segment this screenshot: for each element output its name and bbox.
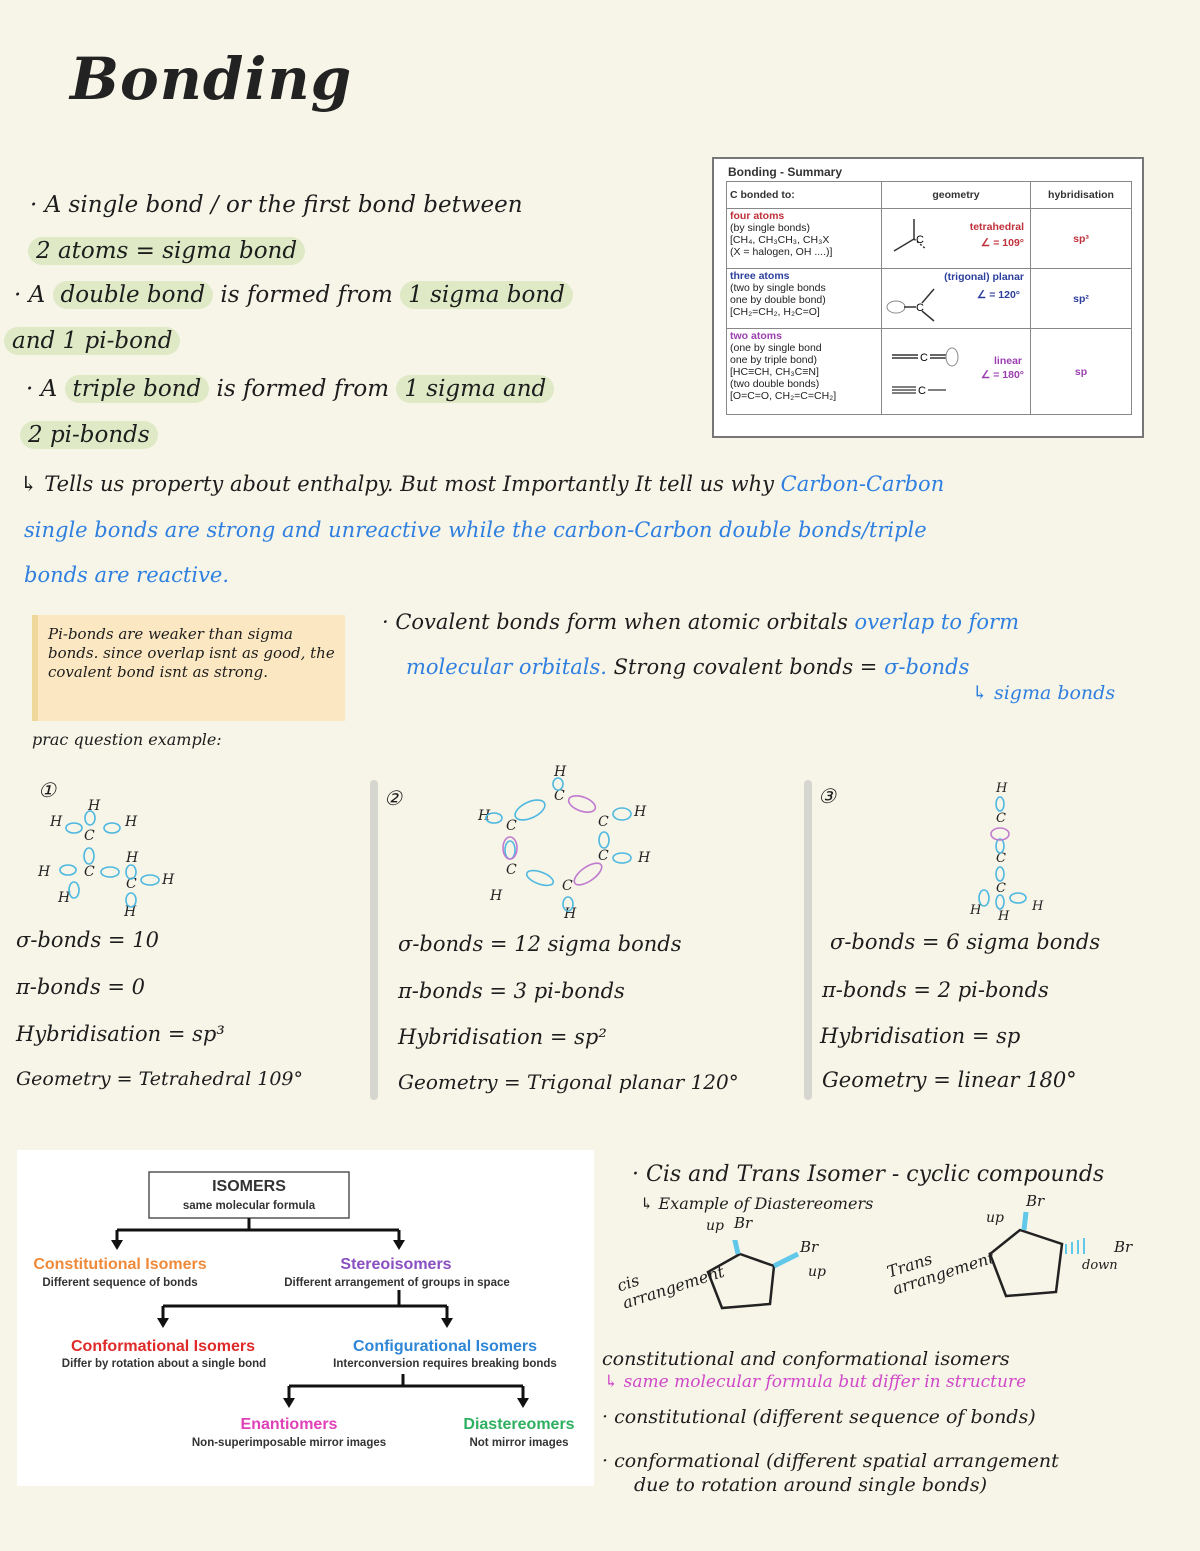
tetrahedral-diagram (886, 215, 946, 265)
svg-text:H: H (564, 906, 577, 922)
row-angle: ∠ = 120° (976, 289, 1020, 301)
ex2-pi: π-bonds = 3 pi-bonds (398, 979, 625, 1003)
stereo-label: Stereoisomers (340, 1256, 452, 1273)
trans-br-2: Br (1114, 1238, 1133, 1256)
svg-text:H: H (125, 814, 138, 830)
svg-text:H: H (58, 890, 71, 906)
linear-diagram (884, 331, 968, 411)
summary-header-bonded: C bonded to: (727, 182, 882, 209)
column-divider (370, 780, 378, 1100)
note-triple-bond: triple bond (65, 375, 210, 403)
isomers-root-sub: same molecular formula (182, 1200, 316, 1212)
summary-cell (727, 329, 882, 415)
cistrans-heading: · Cis and Trans Isomer - cyclic compounds (632, 1162, 1105, 1187)
svg-text:C: C (126, 876, 137, 892)
example-number: ① (38, 778, 56, 802)
note-two-pi: 2 pi-bonds (20, 421, 158, 449)
summary-cell (882, 269, 1031, 329)
bonding-summary-table (712, 157, 1144, 438)
svg-text:C: C (996, 851, 1006, 866)
svg-text:C: C (916, 302, 924, 314)
svg-text:C: C (562, 878, 573, 894)
summary-row (727, 269, 1132, 329)
trans-down-label: down (1082, 1258, 1118, 1273)
ex1-sigma: σ-bonds = 10 (16, 928, 159, 952)
conformational-label: Conformational Isomers (70, 1338, 256, 1355)
svg-text:H: H (554, 764, 567, 780)
cis-up-label-2: up (808, 1264, 826, 1280)
row-angle: ∠ = 109° (980, 237, 1024, 249)
svg-text:H: H (126, 850, 139, 866)
svg-text:H: H (38, 864, 51, 880)
row-desc: (two by single bonds (730, 282, 826, 294)
svg-text:C: C (598, 848, 609, 864)
covalent-line-2 (406, 655, 969, 679)
summary-grid (726, 181, 1132, 415)
trigonal-diagram (884, 275, 944, 325)
covalent-blue: molecular orbitals. (406, 655, 607, 679)
note-sigma-and: 1 sigma and (396, 375, 554, 403)
summary-cell (882, 209, 1031, 269)
note-text: is formed from (213, 282, 401, 308)
row-desc: [HC≡CH, CH₃C≡N] (730, 366, 819, 378)
summary-cell (727, 269, 882, 329)
note-one-sigma: 1 sigma bond (400, 281, 573, 309)
bottom-line-5: due to rotation around single bonds) (634, 1474, 987, 1496)
conformational-sub: Differ by rotation about a single bond (61, 1358, 267, 1370)
page-title: Bonding (70, 45, 353, 113)
svg-text:H: H (490, 888, 503, 904)
svg-text:H: H (162, 872, 175, 888)
constitutional-sub: Different sequence of bonds (42, 1277, 198, 1289)
trans-label: Trans arrangement (884, 1247, 997, 1299)
molecule-3-structure (960, 780, 1050, 920)
covalent-blue: σ-bonds (884, 655, 970, 679)
constitutional-label: Constitutional Isomers (33, 1256, 207, 1273)
row-desc: one by double bond) (730, 294, 826, 306)
cis-br-1: Br (734, 1214, 753, 1232)
svg-text:H: H (998, 909, 1010, 920)
row-desc: (one by single bond (730, 342, 822, 354)
svg-text:C: C (916, 234, 924, 246)
note-line-1 (30, 192, 523, 218)
svg-text:H: H (970, 903, 982, 918)
ex3-sigma: σ-bonds = 6 sigma bonds (830, 930, 1101, 954)
enantiomers-sub: Non-superimposable mirror images (191, 1437, 387, 1449)
column-divider (804, 780, 812, 1100)
row-angle: ∠ = 180° (980, 369, 1024, 381)
note-sigma-def: 2 atoms = sigma bond (28, 237, 305, 265)
note-text: is formed from (209, 376, 397, 402)
svg-text:C: C (506, 818, 517, 834)
row-desc: [O=C=O, CH₂=C=CH₂] (730, 390, 837, 402)
isomers-diagram (17, 1150, 594, 1486)
bottom-line-4: · conformational (different spatial arrangement (602, 1450, 1059, 1472)
row-desc: [CH₄, CH₃CH₃, CH₃X (730, 234, 830, 246)
note-enthalpy-line (20, 472, 944, 496)
ex1-hyb: Hybridisation = sp³ (16, 1022, 225, 1046)
configurational-label: Configurational Isomers (352, 1338, 538, 1355)
bottom-line-1: constitutional and conformational isomers (602, 1348, 1010, 1370)
ex2-geometry: Geometry = Trigonal planar 120° (398, 1070, 739, 1094)
stereo-sub: Different arrangement of groups in space (284, 1277, 510, 1289)
row-hyb: sp³ (1031, 209, 1132, 269)
enantiomers-label: Enantiomers (240, 1416, 338, 1433)
diastereomers-label: Diastereomers (463, 1416, 575, 1433)
ex1-pi: π-bonds = 0 (16, 975, 146, 999)
note-text: ↳ Tells us property about enthalpy. But most Importantly It tell us why (20, 472, 781, 496)
trans-up-label: up (986, 1210, 1004, 1226)
note-line-5 (26, 376, 554, 402)
covalent-text: · Covalent bonds form when atomic orbitals (382, 610, 855, 634)
summary-title: Bonding - Summary (728, 165, 843, 179)
cis-up-label: up (706, 1218, 724, 1234)
row-name: four atoms (730, 210, 785, 222)
summary-row (727, 209, 1132, 269)
note-double-bond: double bond (53, 281, 214, 309)
svg-text:H: H (50, 814, 63, 830)
row-desc: (by single bonds) (730, 222, 810, 234)
bottom-line-3: · constitutional (different sequence of bonds) (602, 1406, 1036, 1428)
covalent-blue: overlap to form (854, 610, 1019, 634)
row-name: two atoms (730, 330, 782, 342)
ex3-hyb: Hybridisation = sp (820, 1024, 1021, 1048)
svg-text:C: C (554, 788, 565, 804)
note-text: · A (14, 282, 53, 308)
row-geometry: tetrahedral (969, 221, 1024, 233)
covalent-sigma-note: ↳ sigma bonds (972, 682, 1116, 704)
svg-text:C: C (84, 828, 95, 844)
svg-text:H: H (638, 850, 651, 866)
svg-text:H: H (478, 808, 491, 824)
svg-text:H: H (88, 798, 101, 814)
note-blue-text: Carbon-Carbon (780, 472, 945, 496)
note-text: · A (26, 376, 65, 402)
ex2-hyb: Hybridisation = sp² (398, 1025, 607, 1049)
pi-bond-note: Pi-bonds are weaker than sigma bonds. since overlap isnt as good, the covalent bond isnt as strong. (32, 615, 345, 721)
summary-header-hybridisation: hybridisation (1031, 182, 1132, 209)
covalent-text: Strong covalent bonds = (606, 655, 885, 679)
row-hyb: sp² (1031, 269, 1132, 329)
note-blue-line-2: single bonds are strong and unreactive while the carbon-Carbon double bonds/triple (24, 518, 927, 542)
ex2-sigma: σ-bonds = 12 sigma bonds (398, 932, 682, 956)
ex3-geometry: Geometry = linear 180° (822, 1068, 1077, 1092)
ex3-pi: π-bonds = 2 pi-bonds (822, 978, 1049, 1002)
ex1-geometry: Geometry = Tetrahedral 109° (16, 1068, 303, 1090)
summary-row (727, 329, 1132, 415)
note-one-pi: and 1 pi-bond (4, 327, 180, 355)
svg-text:C: C (920, 352, 928, 364)
note-line-4 (4, 328, 180, 354)
svg-text:C: C (996, 811, 1006, 826)
row-geometry: (trigonal) planar (944, 271, 1024, 283)
row-desc: [CH₂=CH₂, H₂C=O] (730, 306, 820, 318)
summary-cell (882, 329, 1031, 415)
row-desc: (two double bonds) (730, 378, 820, 390)
row-hyb: sp (1031, 329, 1132, 415)
svg-text:H: H (1032, 899, 1044, 914)
example-number: ③ (818, 784, 836, 808)
bottom-line-2: ↳ same molecular formula but differ in structure (604, 1372, 1027, 1392)
configurational-sub: Interconversion requires breaking bonds (333, 1358, 557, 1370)
note-blue-line-3: bonds are reactive. (24, 563, 230, 587)
trans-br-1: Br (1026, 1192, 1045, 1210)
svg-text:C: C (84, 864, 95, 880)
row-desc: (X = halogen, OH ....)] (730, 246, 833, 258)
example-number: ② (384, 786, 402, 810)
covalent-line-1 (382, 610, 1019, 634)
row-name: three atoms (730, 270, 790, 282)
note-line-6 (20, 422, 158, 448)
row-geometry: linear (993, 355, 1022, 367)
note-line-2 (28, 238, 305, 264)
isomers-root: ISOMERS (212, 1178, 286, 1195)
cis-br-2: Br (800, 1238, 819, 1256)
note-line-3 (14, 282, 573, 308)
diastereomers-sub: Not mirror images (469, 1437, 569, 1449)
svg-text:H: H (124, 904, 137, 920)
summary-cell (727, 209, 882, 269)
svg-text:C: C (996, 881, 1006, 896)
svg-text:C: C (598, 814, 609, 830)
prac-label: prac question example: (32, 730, 222, 749)
row-desc: one by triple bond) (730, 354, 817, 366)
svg-text:H: H (634, 804, 647, 820)
molecule-2-structure (470, 762, 670, 922)
svg-text:C: C (506, 862, 517, 878)
svg-text:C: C (918, 385, 926, 397)
svg-text:H: H (996, 781, 1008, 796)
summary-header-geometry: geometry (882, 182, 1031, 209)
cis-label: cis arrangement (614, 1261, 727, 1313)
molecule-1-structure (30, 790, 190, 920)
cistrans-sub: ↳ Example of Diastereomers (640, 1194, 874, 1213)
note-single-bond: · A single bond / or the first bond between (30, 192, 523, 218)
